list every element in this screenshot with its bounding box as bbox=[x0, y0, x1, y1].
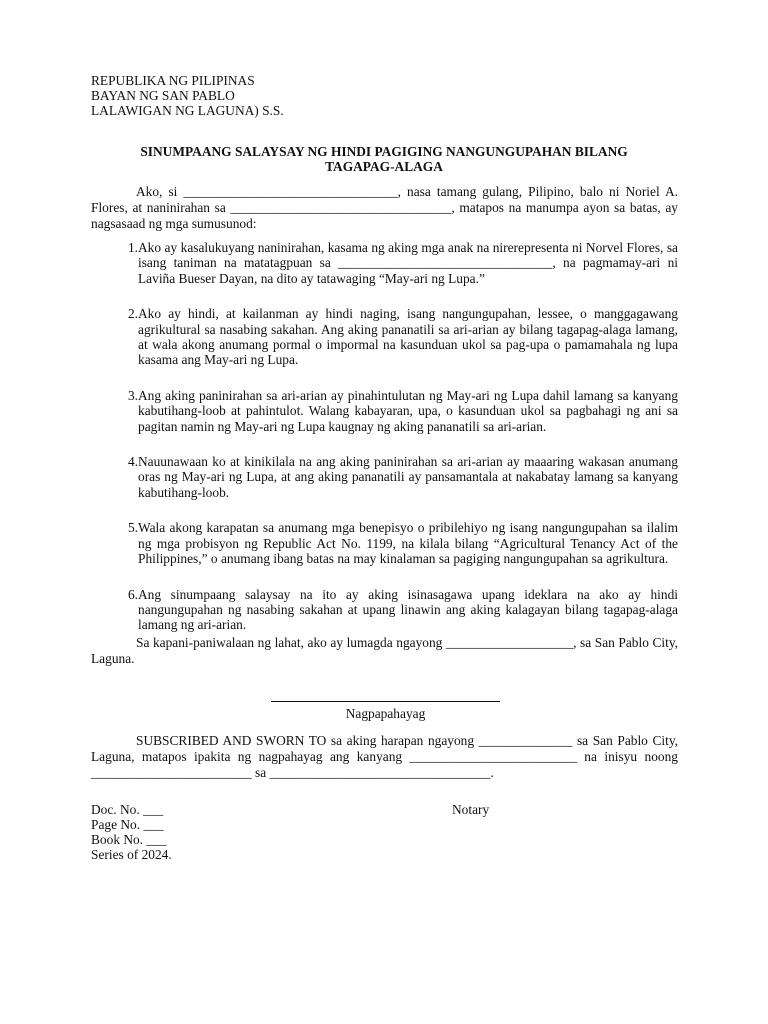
list-item-text: Ang sinumpaang salaysay na ito ay aking isinasagawa upang ideklara na ako ay hindi nangungupahan ng nasabing sakahan at upang linawin ang aking kalagayan bilang tagapag-alaga lamang ng ari-arian. bbox=[138, 586, 678, 633]
list-item-text: Ako ay hindi, at kailanman ay hindi naging, isang nangungupahan, lessee, o manggagawang agrikultural sa nasabing sakahan. Ang aking pananatili sa ari-arian ay bilang tagapag-alaga lamang, at wala akong anumang pormal o impormal na kasunduan ukol sa pag-upa o pamamahala ng lupa kasama ang May-ari ng Lupa. bbox=[138, 306, 678, 368]
numbered-list bbox=[91, 240, 678, 653]
signature-label: Nagpapahayag bbox=[345, 706, 426, 721]
notary-label: Notary bbox=[452, 802, 490, 817]
title-line-1: SINUMPAANG SALAYSAY NG HINDI PAGIGING NANGUNGUPAHAN BILANG bbox=[140, 144, 628, 159]
list-item-number: 4. bbox=[127, 454, 138, 470]
list-item bbox=[91, 388, 678, 434]
list-item-text: Nauunawaan ko at kinikilala na ang aking paninirahan sa ari-arian ay maaaring wakasan anumang oras ng May-ari ng Lupa, at ang aking pananatili ay pansamantala at nakabatay lamang sa kanyang kabutihang-loob. bbox=[138, 454, 678, 500]
header-line-1: REPUBLIKA NG PILIPINAS bbox=[91, 73, 255, 88]
intro-paragraph bbox=[91, 184, 678, 232]
title-line-2: TAGAPAG-ALAGA bbox=[325, 159, 443, 174]
list-item-text: Ang aking paninirahan sa ari-arian ay pinahintulutan ng May-ari ng Lupa dahil lamang sa kanyang kabutihang-loob at pahintulot. Walang kabayaran, upa, o kasunduan ukol sa pagbahagi ng ani sa pagitan namin ng May-ari ng Lupa kaugnay ng aking pananatili sa ari-arian. bbox=[138, 387, 678, 434]
list-item-number: 5. bbox=[127, 520, 138, 536]
jurat-text: SUBSCRIBED AND SWORN TO sa aking harapan ngayong ______________ sa San Pablo City, Laguna, matapos ipakita ng nagpahayag ang kanyang _________________________ na inisyu noong ________________________ sa _________________________________. bbox=[91, 733, 678, 780]
list-item bbox=[91, 240, 678, 286]
document-header bbox=[91, 73, 284, 118]
signature-line bbox=[271, 701, 500, 702]
list-item bbox=[91, 520, 678, 566]
doc-number: Doc. No. ___ bbox=[91, 802, 164, 817]
list-item bbox=[91, 306, 678, 368]
series-year: Series of 2024. bbox=[91, 847, 172, 862]
jurat-paragraph bbox=[91, 733, 678, 781]
page-number: Page No. ___ bbox=[91, 817, 164, 832]
document-title bbox=[90, 144, 678, 174]
list-item bbox=[91, 454, 678, 500]
list-item-number: 1. bbox=[127, 240, 138, 255]
list-item-number: 3. bbox=[127, 387, 138, 403]
intro-text: Ako, si ________________________________, nasa tamang gulang, Pilipino, balo ni Noriel A. Flores, at naninirahan sa _________________________________, matapos na manumpa ayon sa batas, ay nagsasaad ng mga sumusunod: bbox=[91, 184, 678, 231]
notarial-register bbox=[91, 802, 172, 862]
header-line-3: LALAWIGAN NG LAGUNA) S.S. bbox=[91, 103, 284, 118]
list-item bbox=[91, 587, 678, 633]
closing-paragraph bbox=[91, 635, 678, 666]
list-item-number: 2. bbox=[127, 306, 138, 322]
closing-text: Sa kapani-paniwalaan ng lahat, ako ay lumagda ngayong ___________________, sa San Pablo City, Laguna. bbox=[91, 635, 678, 666]
list-item-text: Wala akong karapatan sa anumang mga benepisyo o pribilehiyo ng isang nangungupahan sa ilalim ng mga probisyon ng Republic Act No. 1199, na kilala bilang “Agricultural Tenancy Act of the Philippines,” o anumang ibang batas na may kinalaman sa pagiging nangungupahan sa agrikultura. bbox=[138, 520, 678, 567]
list-item-text: Ako ay kasalukuyang naninirahan, kasama ng aking mga anak na nirerepresenta ni Norvel Flores, sa isang taniman na matatagpuan sa ________________________________, na pagmamay-ari ni Laviña Bueser Dayan, na dito ay tatawaging “May-ari ng Lupa.” bbox=[138, 240, 678, 286]
list-item-number: 6. bbox=[127, 586, 138, 602]
header-line-2: BAYAN NG SAN PABLO bbox=[91, 88, 235, 103]
book-number: Book No. ___ bbox=[91, 832, 167, 847]
